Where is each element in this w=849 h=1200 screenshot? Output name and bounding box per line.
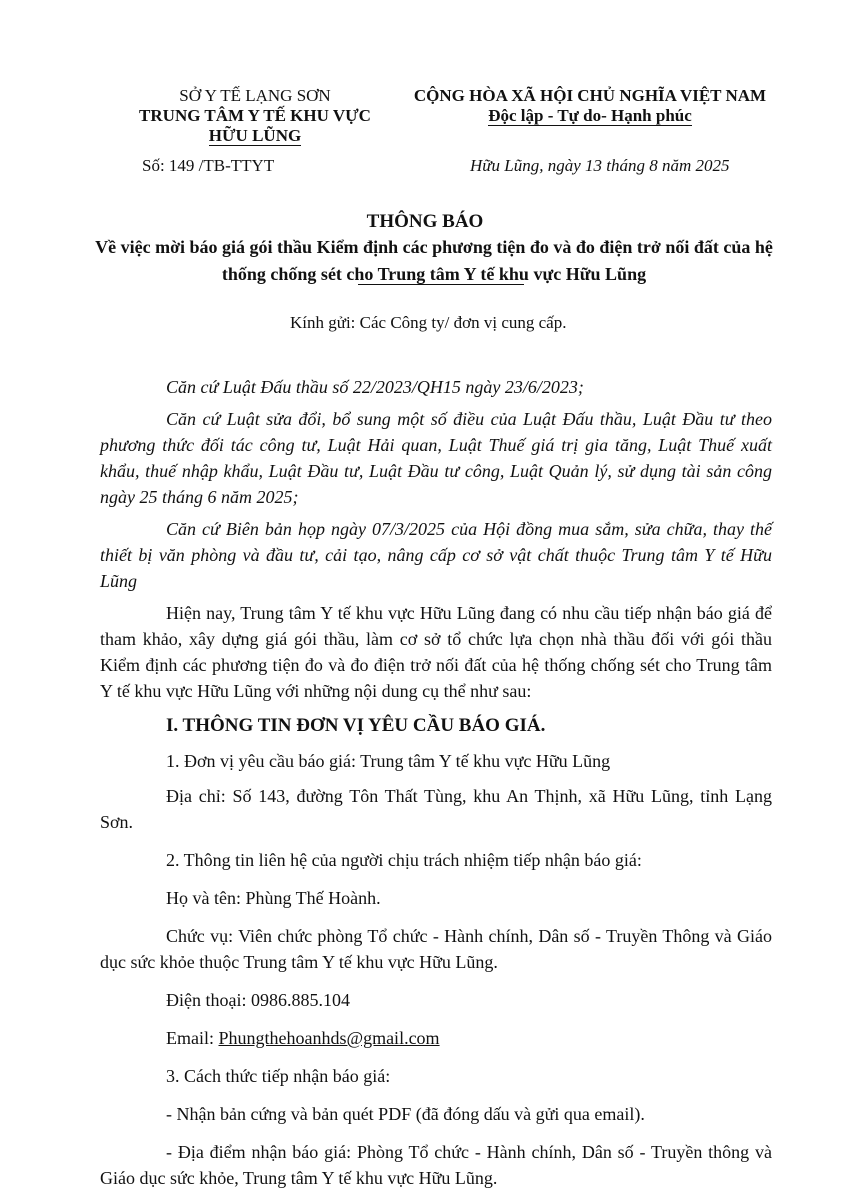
document-title: THÔNG BÁO xyxy=(366,211,484,232)
department-name: SỞ Y TẾ LẠNG SƠN xyxy=(179,86,331,105)
recipient-line: Kính gửi: Các Công ty/ đơn vị cung cấp. xyxy=(290,313,567,332)
contact-name: Họ và tên: Phùng Thế Hoành. xyxy=(166,888,381,908)
receipt-method-heading: 3. Cách thức tiếp nhận báo giá: xyxy=(166,1066,391,1086)
section-1-heading: I. THÔNG TIN ĐƠN VỊ YÊU CẦU BÁO GIÁ. xyxy=(166,715,546,736)
country-name: CỘNG HÒA XÃ HỘI CHỦ NGHĨA VIỆT NAM xyxy=(413,86,767,105)
receipt-location: - Địa điểm nhận báo giá: Phòng Tổ chức - Hành chính, Dân số - Truyền thông và Giáo dục sức khỏe, Trung tâm Y tế khu vực Hữu Lũng. xyxy=(100,1142,772,1188)
place-date: Hữu Lũng, ngày 13 tháng 8 năm 2025 xyxy=(470,156,730,175)
contact-phone: Điện thoại: 0986.885.104 xyxy=(166,990,350,1010)
organization-name-line2: HỮU LŨNG xyxy=(208,126,302,145)
document-subject: Về việc mời báo giá gói thầu Kiểm định các phương tiện đo và đo điện trở nối đất của hệ thống chống sét cho Trung tâm Y tế khu vực Hữu Lũng xyxy=(95,237,773,284)
national-motto: Độc lập - Tự do- Hạnh phúc xyxy=(488,106,692,125)
email-label: Email: xyxy=(166,1028,219,1048)
email-link[interactable]: Phungthehoanhds@gmail.com xyxy=(218,1028,440,1048)
contact-position: Chức vụ: Viên chức phòng Tổ chức - Hành chính, Dân số - Truyền Thông và Giáo dục sức khỏe thuộc Trung tâm Y tế khu vực Hữu Lũng. xyxy=(100,926,772,972)
national-header xyxy=(390,86,790,126)
organization-name: TRUNG TÂM Y TẾ KHU VỰC xyxy=(139,106,371,125)
intro-paragraph: Hiện nay, Trung tâm Y tế khu vực Hữu Lũng đang có nhu cầu tiếp nhận báo giá để tham khảo, xây dựng giá gói thầu, làm cơ sở tổ chức lựa chọn nhà thầu đối với gói thầu Kiểm định các phương tiện đo và đo điện trở nối đất của hệ thống chống sét cho Trung tâm Y tế khu vực Hữu Lũng với những nội dung cụ thể như sau: xyxy=(100,603,772,701)
legal-basis-1: Căn cứ Luật Đấu thầu số 22/2023/QH15 ngày 23/6/2023; xyxy=(166,377,584,397)
contact-info-heading: 2. Thông tin liên hệ của người chịu trách nhiệm tiếp nhận báo giá: xyxy=(166,850,642,870)
requesting-unit: 1. Đơn vị yêu cầu báo giá: Trung tâm Y tế khu vực Hữu Lũng xyxy=(166,751,611,771)
address: Địa chỉ: Số 143, đường Tôn Thất Tùng, khu An Thịnh, xã Hữu Lũng, tỉnh Lạng Sơn. xyxy=(100,786,772,832)
subject-underline xyxy=(358,284,524,285)
legal-basis-3: Căn cứ Biên bản họp ngày 07/3/2025 của Hội đồng mua sắm, sửa chữa, thay thế thiết bị văn phòng và đầu tư, cải tạo, nâng cấp cơ sở vật chất thuộc Trung tâm Y tế Hữu Lũng xyxy=(100,519,772,591)
receipt-method: - Nhận bản cứng và bản quét PDF (đã đóng dấu và gửi qua email). xyxy=(166,1104,645,1124)
issuer-block xyxy=(120,86,390,146)
contact-email xyxy=(100,1025,772,1051)
document-number: Số: 149 /TB-TTYT xyxy=(142,156,275,175)
document-body xyxy=(100,374,772,1191)
legal-basis-2: Căn cứ Luật sửa đổi, bổ sung một số điều của Luật Đấu thầu, Luật Đầu tư theo phương thức đối tác công tư, Luật Hải quan, Luật Thuế giá trị gia tăng, Luật Thuế xuất khẩu, thuế nhập khẩu, Luật Đầu tư, Luật Đầu tư công, Luật Quản lý, sử dụng tài sản công ngày 25 tháng 6 năm 2025; xyxy=(100,409,772,507)
